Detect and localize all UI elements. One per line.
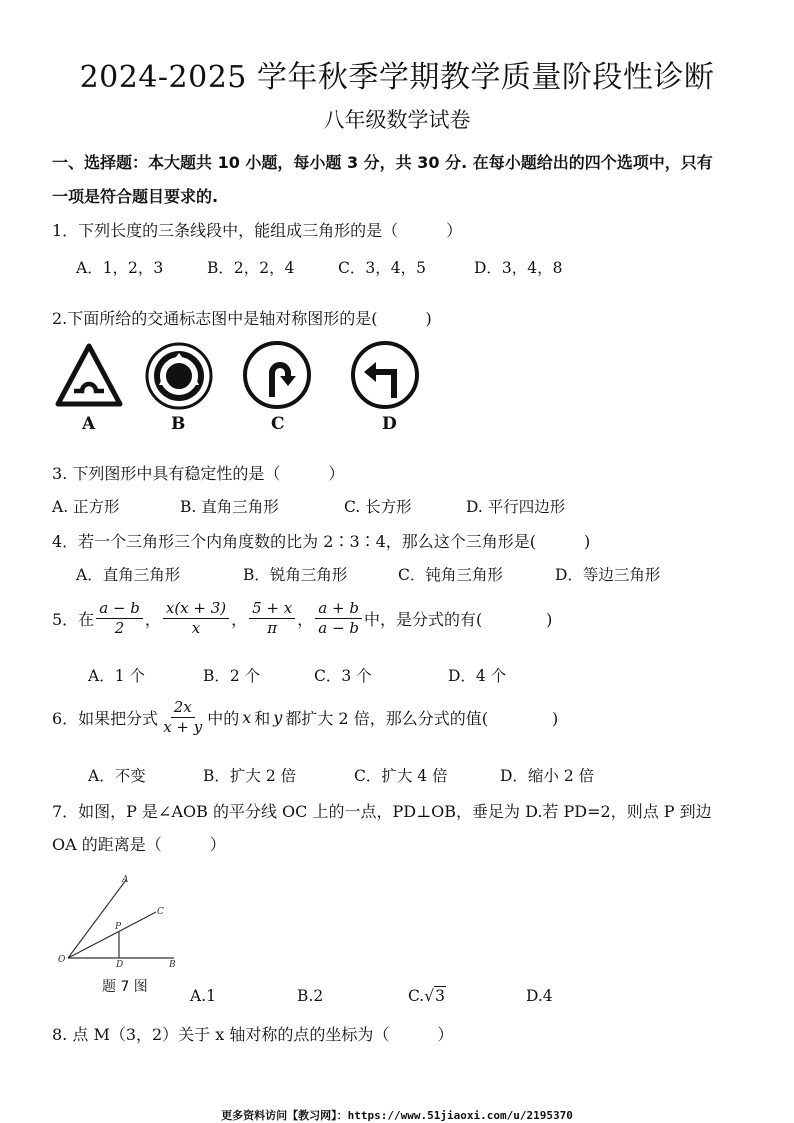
sign-label-d: D [382,414,397,434]
q6-var-y: y [273,708,283,728]
q7-option-d: D.4 [526,987,553,1005]
q6-option-b: B．扩大 2 倍 [203,767,297,785]
q5-separator: ， [297,610,314,630]
page-title: 2024-2025 学年秋季学期教学质量阶段性诊断 [79,60,715,95]
q3-option-a: A. 正方形 [52,498,120,516]
q5-option-d: D．4 个 [448,667,507,685]
question-8-stem: 8. 点 M（3，2）关于 x 轴对称的点的坐标为（ ） [52,1025,454,1044]
label-b: B [169,960,176,968]
u-turn-sign-icon [242,340,312,410]
q5-suffix: 中，是分式的有( ) [363,610,553,630]
left-turn-sign-icon [350,340,420,410]
label-p: P [115,922,122,932]
ray-oc [68,912,156,958]
ray-oa [68,880,126,958]
q6-prefix: 6．如果把分式 [52,709,159,729]
q6-var-x: x [242,708,252,728]
q6-option-c: C．扩大 4 倍 [354,767,448,785]
q3-option-b: B. 直角三角形 [180,498,279,516]
label-o: O [58,955,66,965]
q7-option-a: A.1 [190,987,216,1005]
q6-option-d: D．缩小 2 倍 [500,767,595,785]
sign-label-c: C [271,414,285,434]
sqrt-symbol: √ [424,987,435,1005]
q1-option-b: B．2，2，4 [207,259,295,277]
q3-option-c: C. 长方形 [344,498,412,516]
q6-fraction: $\frac{2x}{x + y}$ [163,698,203,737]
q6-text: 中的 [207,709,240,729]
question-6-stem [52,699,558,737]
q7-option-c [408,987,446,1005]
hump-bridge-sign-icon [54,342,124,408]
question-7-stem-cont: OA 的距离是（ ） [52,835,226,854]
question-5-stem [52,600,552,638]
q6-option-a: A．不变 [88,767,146,785]
figure-caption: 题 7 图 [102,979,148,995]
question-4-stem: 4．若一个三角形三个内角度数的比为 2∶3∶4，那么这个三角形是( ) [52,532,591,551]
q4-option-b: B．锐角三角形 [243,566,348,584]
q5-option-b: B．2 个 [203,667,261,685]
roundabout-sign-icon [144,341,214,411]
section-heading: 一、选择题：本大题共 10 小题，每小题 3 分，共 30 分. 在每小题给出的四个选项中，只有 [52,153,713,172]
sign-label-b: B [171,414,186,434]
page-subtitle: 八年级数学试卷 [323,108,471,132]
q5-fraction-3: $\frac{5 + x}{\pi}$ [249,600,295,638]
q3-option-d: D. 平行四边形 [466,498,566,516]
q5-option-a: A．1 个 [88,667,145,685]
q1-option-d: D．3，4，8 [474,259,563,277]
q1-option-a: A．1，2，3 [76,259,164,277]
label-c: C [157,907,164,917]
label-d: D [116,960,124,968]
q4-option-d: D．等边三角形 [555,566,661,584]
q5-fraction-1: $\frac{a - b}{2}$ [96,600,143,638]
q7-option-c-label: C. [408,987,425,1005]
q4-option-a: A．直角三角形 [76,566,181,584]
q5-option-c: C．3 个 [314,667,372,685]
q5-separator: ， [144,610,161,630]
q4-option-c: C．钝角三角形 [398,566,503,584]
q6-suffix: 都扩大 2 倍，那么分式的值( ) [285,709,559,729]
q5-fraction-4: $\frac{a + b}{a - b}$ [315,600,362,638]
q5-fraction-2: $\frac{x(x + 3)}{x}$ [163,600,229,638]
q5-prefix: 5．在 [52,610,95,630]
sqrt-radicand: 3 [435,987,445,1005]
question-1-stem: 1．下列长度的三条线段中，能组成三角形的是（ ） [52,221,463,240]
q6-text: 和 [254,709,271,729]
angle-bisector-figure [56,868,186,968]
section-heading-cont: 一项是符合题目要求的. [52,187,219,206]
q7-option-b: B.2 [297,987,324,1005]
label-a: A [122,875,129,885]
q1-option-c: C．3，4，5 [338,259,426,277]
question-2-stem: 2.下面所给的交通标志图中是轴对称图形的是( ) [52,309,432,328]
footer-link[interactable]: 更多资料访问【教习网】：https://www.51jiaoxi.com/u/2195370 [221,1109,573,1122]
question-3-stem: 3. 下列图形中具有稳定性的是（ ） [52,464,345,483]
q5-separator: ， [231,610,248,630]
question-7-stem: 7．如图，P 是∠AOB 的平分线 OC 上的一点，PD⊥OB，垂足为 D.若 PD=2，则点 P 到边 [52,802,712,821]
sign-label-a: A [82,414,96,434]
